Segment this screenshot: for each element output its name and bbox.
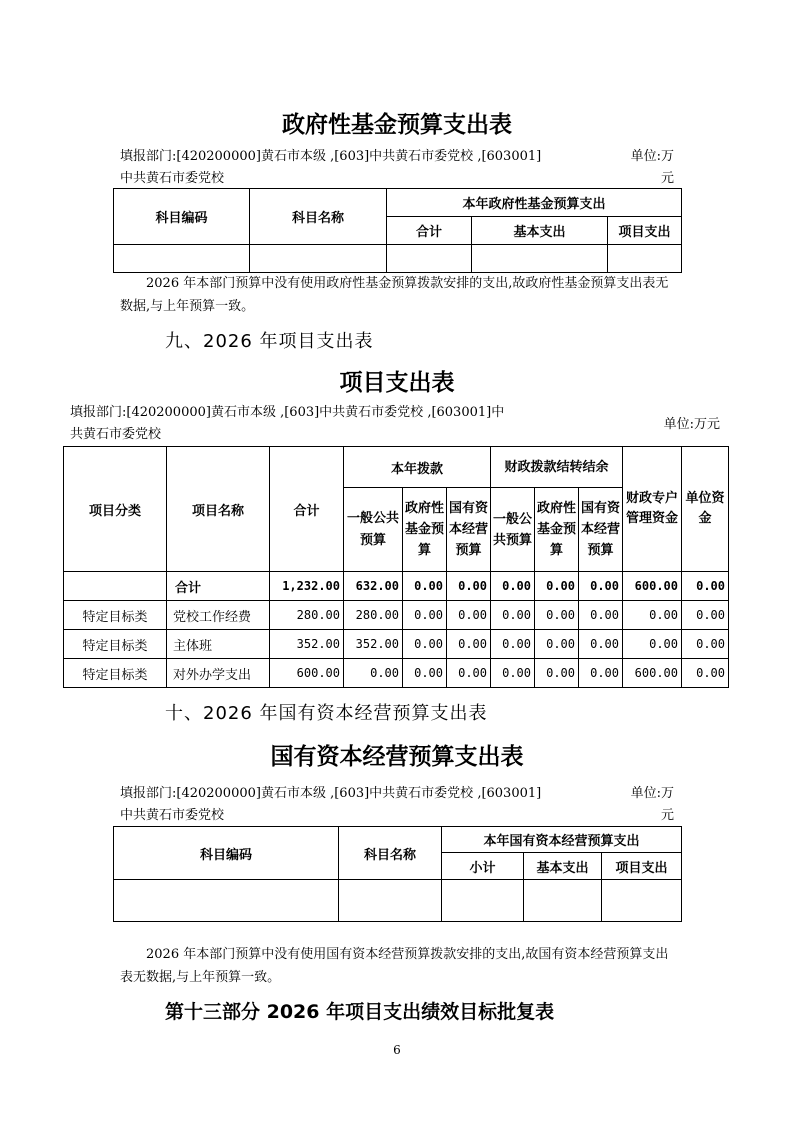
table-cell: 0.00: [447, 630, 491, 659]
state-capital-unit-label2: 元: [660, 808, 674, 823]
table-cell: 0.00: [535, 601, 579, 630]
table-cell: 0.00: [579, 659, 623, 688]
gov-fund-header-name: 科目名称: [250, 189, 387, 245]
project-reporter-line2: 共黄石市委党校: [70, 427, 162, 442]
gov-fund-header-basic: 基本支出: [472, 217, 608, 245]
project-section-heading: 九、2026 年项目支出表: [165, 331, 374, 352]
gov-fund-unit-label2: 元: [660, 171, 674, 186]
state-capital-header-subtotal: 小计: [442, 853, 524, 880]
state-capital-header-project: 项目支出: [602, 853, 682, 880]
table-cell: 0.00: [535, 659, 579, 688]
table-cell: 0.00: [535, 630, 579, 659]
project-table-title: 项目支出表: [339, 370, 455, 396]
state-capital-header-code: 科目编码: [114, 827, 339, 880]
table-cell: 280.00: [270, 601, 344, 630]
table-cell: 0.00: [447, 659, 491, 688]
table-cell: 0.00: [682, 630, 729, 659]
table-cell: 0.00: [535, 572, 579, 601]
table-cell: 0.00: [579, 572, 623, 601]
project-header-carry-group: 财政拨款结转结余: [491, 447, 623, 488]
table-row: [64, 659, 729, 688]
state-capital-header-basic: 基本支出: [524, 853, 602, 880]
table-cell: 0.00: [403, 601, 447, 630]
gov-fund-header-group: 本年政府性基金预算支出: [387, 189, 682, 217]
project-reporter-line1: 填报部门:[420200000]黄石市本级 ,[603]中共黄石市委党校 ,[603001]中: [70, 405, 505, 420]
table-cell: 党校工作经费: [167, 601, 270, 630]
table-cell: 0.00: [623, 601, 682, 630]
project-header-carry-state-capital: 国有资本经营预算: [579, 488, 623, 572]
table-cell: 0.00: [682, 601, 729, 630]
gov-fund-unit: [610, 146, 674, 190]
gov-fund-table: [113, 188, 682, 273]
project-header-unit-funds: 单位资金: [682, 447, 729, 572]
table-cell: 600.00: [623, 659, 682, 688]
state-capital-table: [113, 826, 682, 922]
table-cell: 600.00: [623, 572, 682, 601]
page-number: 6: [393, 1043, 401, 1057]
gov-fund-empty-row: [114, 245, 682, 273]
table-cell: 0.00: [491, 601, 535, 630]
state-capital-header-group: 本年国有资本经营预算支出: [442, 827, 682, 853]
table-cell: 0.00: [682, 572, 729, 601]
project-header-category: 项目分类: [64, 447, 167, 572]
state-capital-header-name: 科目名称: [339, 827, 442, 880]
table-cell: 0.00: [403, 572, 447, 601]
table-row: [64, 630, 729, 659]
gov-fund-reporter-line1: 填报部门:[420200000]黄石市本级 ,[603]中共黄石市委党校 ,[603001]: [120, 149, 542, 164]
project-header-total: 合计: [270, 447, 344, 572]
state-capital-empty-row: [114, 880, 682, 922]
project-header-general: 一般公共预算: [344, 488, 403, 572]
table-row: [64, 601, 729, 630]
project-header-carry-general: 一般公共预算: [491, 488, 535, 572]
table-cell: 0.00: [682, 659, 729, 688]
performance-section-heading: 第十三部分 2026 年项目支出绩效目标批复表: [165, 1001, 555, 1023]
state-capital-reporter-line2: 中共黄石市委党校: [120, 808, 225, 823]
table-cell: 特定目标类: [64, 601, 167, 630]
table-cell: 600.00: [270, 659, 344, 688]
project-header-name: 项目名称: [167, 447, 270, 572]
project-header-state-capital: 国有资本经营预算: [447, 488, 491, 572]
table-cell: 0.00: [491, 659, 535, 688]
state-capital-reporter-line1: 填报部门:[420200000]黄石市本级 ,[603]中共黄石市委党校 ,[603001]: [120, 786, 542, 801]
table-cell: 0.00: [579, 601, 623, 630]
gov-fund-reporter-line2: 中共黄石市委党校: [120, 171, 225, 186]
state-capital-note: 2026 年本部门预算中没有使用国有资本经营预算拨款安排的支出,故国有资本经营预算支出表无数据,与上年预算一致。: [120, 947, 669, 985]
table-cell: 352.00: [270, 630, 344, 659]
gov-fund-note: 2026 年本部门预算中没有使用政府性基金预算拨款安排的支出,故政府性基金预算支出表无数据,与上年预算一致。: [120, 276, 669, 314]
gov-fund-reporter: [120, 146, 600, 190]
state-capital-reporter: [120, 783, 600, 827]
state-capital-title: 国有资本经营预算支出表: [270, 744, 524, 770]
project-reporter: [70, 402, 590, 446]
gov-fund-header-code: 科目编码: [114, 189, 250, 245]
table-cell: 0.00: [403, 659, 447, 688]
state-capital-section-heading: 十、2026 年国有资本经营预算支出表: [165, 703, 488, 724]
gov-fund-title: 政府性基金预算支出表: [282, 112, 512, 138]
table-cell: 0.00: [447, 572, 491, 601]
table-cell: 352.00: [344, 630, 403, 659]
gov-fund-unit-label: 单位:万: [630, 149, 674, 164]
table-cell: 1,232.00: [270, 572, 344, 601]
table-cell: 0.00: [491, 572, 535, 601]
table-cell: 特定目标类: [64, 659, 167, 688]
project-header-gov-fund: 政府性基金预算: [403, 488, 447, 572]
table-cell: 对外办学支出: [167, 659, 270, 688]
table-cell: 0.00: [403, 630, 447, 659]
project-unit: 单位:万元: [663, 417, 720, 432]
table-cell: 0.00: [491, 630, 535, 659]
table-cell: 280.00: [344, 601, 403, 630]
table-cell: 特定目标类: [64, 630, 167, 659]
table-cell: 0.00: [579, 630, 623, 659]
table-cell: 0.00: [447, 601, 491, 630]
project-total-row: [64, 572, 729, 601]
table-cell: 632.00: [344, 572, 403, 601]
state-capital-unit: [610, 783, 674, 827]
table-cell: 主体班: [167, 630, 270, 659]
gov-fund-header-total: 合计: [387, 217, 472, 245]
gov-fund-header-project: 项目支出: [608, 217, 682, 245]
project-header-fiscal-special: 财政专户管理资金: [623, 447, 682, 572]
project-total-label: 合计: [167, 572, 270, 601]
project-header-carry-gov-fund: 政府性基金预算: [535, 488, 579, 572]
state-capital-unit-label: 单位:万: [630, 786, 674, 801]
table-cell: 0.00: [344, 659, 403, 688]
project-header-current-group: 本年拨款: [344, 447, 491, 488]
table-cell: 0.00: [623, 630, 682, 659]
project-table: [63, 446, 729, 688]
